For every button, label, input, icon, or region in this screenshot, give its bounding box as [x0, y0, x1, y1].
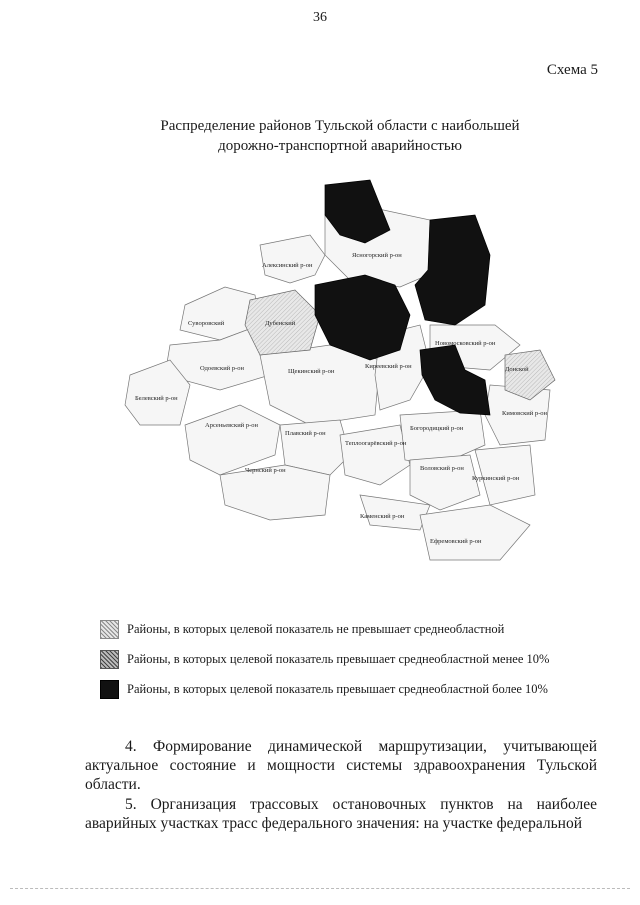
map-svg [110, 175, 560, 565]
paragraph-5: 5. Организация трассовых остановочных пунктов на наиболее аварийных участках трасс федерального значения: на участке федеральной [85, 796, 597, 832]
region-teplo [340, 425, 410, 485]
label-dubensky: Дубенский [265, 320, 296, 327]
label-odoevsky: Одоевский р-он [200, 365, 244, 372]
label-donskoy: Донской [505, 366, 529, 373]
legend-swatch-light [100, 620, 119, 639]
label-volovsky: Воловский р-он [420, 465, 464, 472]
page-number: 36 [313, 10, 327, 25]
label-kireevsky: Киреевский р-он [365, 363, 412, 370]
label-chernsky: Чернский р-он [245, 467, 286, 474]
tula-region-map [110, 175, 560, 565]
region-volovsky [410, 455, 480, 510]
label-bogoroditsky: Богородицкий р-он [410, 425, 464, 432]
label-novomoskovsky: Новомосковский р-он [435, 340, 496, 347]
legend-item-light [100, 620, 504, 638]
region-aleksinsky [260, 235, 325, 283]
label-yasnogorsky: Ясногорский р-он [352, 252, 402, 259]
label-arsenyevsky: Арсеньевский р-он [205, 422, 258, 429]
legend-text-light: Районы, в которых целевой показатель не превышает среднеобластной [127, 621, 505, 636]
label-efremovsky: Ефремовский р-он [430, 538, 482, 545]
label-belevsky: Белевский р-он [135, 395, 178, 402]
label-shchekinsky: Щекинский р-он [288, 368, 335, 375]
legend-item-mid [100, 650, 549, 668]
label-aleksinsky: Алексинский р-он [262, 262, 313, 269]
legend-text-mid: Районы, в которых целевой показатель превышает среднеобластной менее 10% [127, 651, 550, 666]
legend-item-dark [100, 680, 548, 698]
map-title-line-2: дорожно-транспортной аварийностью [218, 138, 462, 154]
scheme-label: Схема 5 [546, 62, 598, 78]
region-arsenyevsky [185, 405, 280, 475]
paragraph-4: 4. Формирование динамической маршрутизации, учитывающей актуальное состояние и мощности системы здравоохранения Тульской области. [85, 738, 597, 793]
footer-divider [10, 888, 630, 889]
region-efremovsky [420, 505, 530, 560]
label-kamensky: Каменский р-он [360, 513, 405, 520]
label-kimovsky: Кимовский р-он [502, 410, 547, 417]
legend-swatch-dark [100, 680, 119, 699]
label-suvorovsky: Суворовский [188, 320, 225, 327]
label-kurkinsky: Куркинский р-он [472, 475, 520, 482]
map-title-line-1: Распределение районов Тульской области с наибольшей [160, 118, 520, 134]
label-teplo: Теплоогарёвский р-он [345, 440, 407, 447]
legend-swatch-mid [100, 650, 119, 669]
legend-text-dark: Районы, в которых целевой показатель превышает среднеобластной более 10% [127, 681, 548, 696]
label-plavsky: Плавский р-он [285, 430, 326, 437]
region-bogoroditsky [400, 410, 485, 465]
map-title [120, 116, 560, 156]
